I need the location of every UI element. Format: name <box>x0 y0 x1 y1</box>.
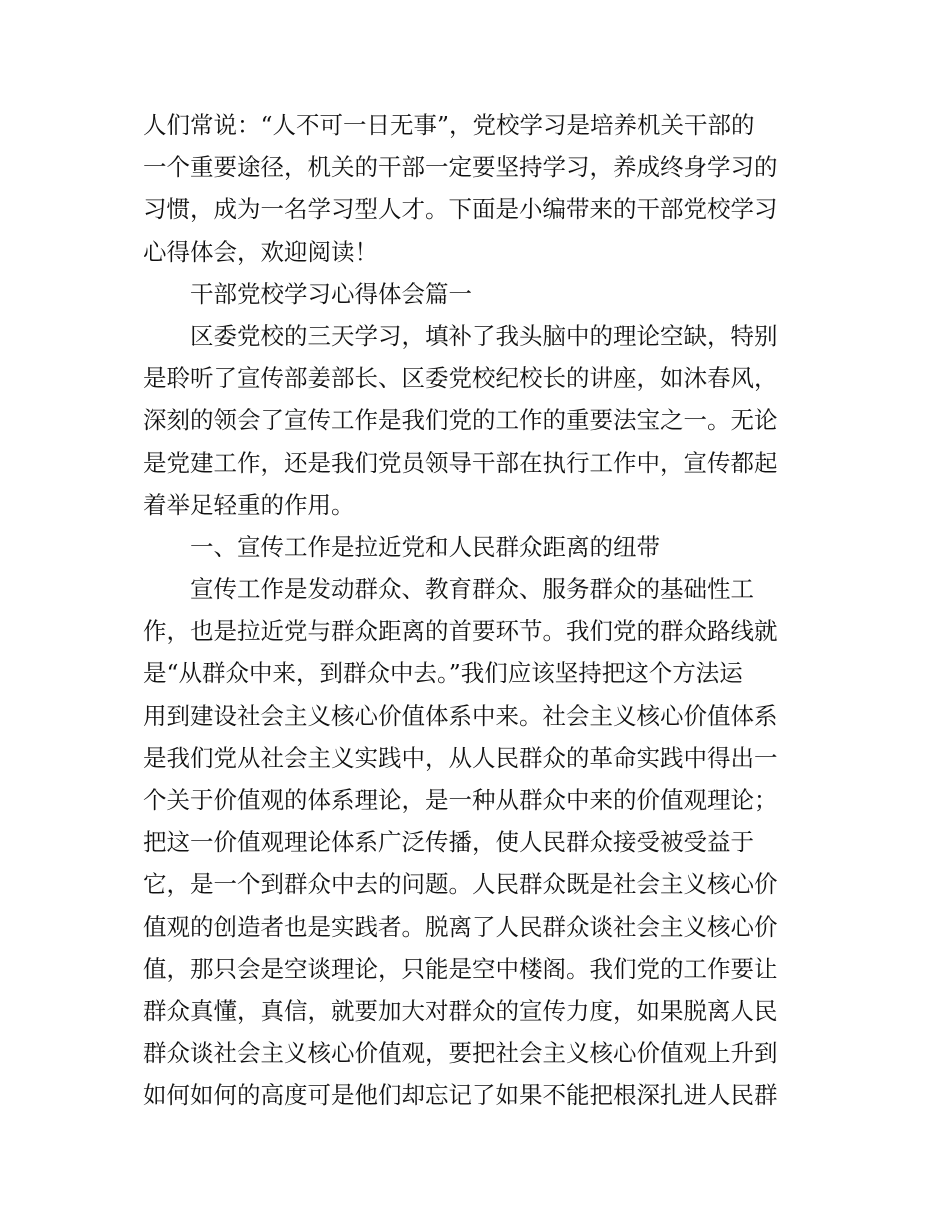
section-heading: 一、宣传工作是拉近党和人民群众距离的纽带 <box>190 532 660 561</box>
paragraph-line: 值观的创造者也是实践者。脱离了人民群众谈社会主义核心价 <box>143 912 778 941</box>
paragraph-line: 是我们党从社会主义实践中，从人民群众的革命实践中得出一 <box>143 743 778 772</box>
intro-line: 习惯，成为一名学习型人才。下面是小编带来的干部党校学习 <box>143 195 778 224</box>
paragraph-line: 个关于价值观的体系理论，是一种从群众中来的价值观理论； <box>143 786 778 814</box>
paragraph-line: 宣传工作是发动群众、教育群众、服务群众的基础性工 <box>190 575 754 604</box>
paragraph-line: 用到建设社会主义核心价值体系中来。社会主义核心价值体系 <box>143 701 778 730</box>
paragraph-line: 群众真懂，真信，就要加大对群众的宣传力度，如果脱离人民 <box>143 996 778 1025</box>
paragraph-line: 把这一价值观理论体系广泛传播，使人民群众接受被受益于 <box>143 828 754 857</box>
paragraph-1 <box>143 315 823 526</box>
paragraph-line: 区委党校的三天学习，填补了我头脑中的理论空缺，特别 <box>190 321 778 350</box>
intro-line: 心得体会，欢迎阅读！ <box>143 237 378 266</box>
article-title: 干部党校学习心得体会篇一 <box>190 279 472 308</box>
paragraph-line: 如何如何的高度可是他们却忘记了如果不能把根深扎进人民群 <box>143 1081 778 1110</box>
paragraph-2 <box>143 568 823 1116</box>
intro-paragraph <box>143 104 823 273</box>
paragraph-line: 是“从群众中来，到群众中去。”我们应该坚持把这个方法运 <box>143 659 743 688</box>
paragraph-line: 是聆听了宣传部姜部长、区委党校纪校长的讲座，如沐春风， <box>143 364 778 393</box>
paragraph-line: 深刻的领会了宣传工作是我们党的工作的重要法宝之一。无论 <box>143 406 778 435</box>
paragraph-line: 值，那只会是空谈理论，只能是空中楼阁。我们党的工作要让 <box>143 954 778 983</box>
paragraph-line: 它，是一个到群众中去的问题。人民群众既是社会主义核心价 <box>143 870 778 899</box>
intro-line: 人们常说：“人不可一日无事”，党校学习是培养机关干部的 <box>143 111 755 139</box>
paragraph-line: 是党建工作，还是我们党员领导干部在执行工作中，宣传都起 <box>143 448 778 477</box>
intro-line: 一个重要途径，机关的干部一定要坚持学习，养成终身学习的 <box>143 153 778 182</box>
document-body <box>143 104 823 1117</box>
paragraph-line: 群众谈社会主义核心价值观，要把社会主义核心价值观上升到 <box>143 1039 778 1068</box>
paragraph-line: 着举足轻重的作用。 <box>143 490 355 519</box>
paragraph-line: 作，也是拉近党与群众距离的首要环节。我们党的群众路线就 <box>143 617 778 646</box>
